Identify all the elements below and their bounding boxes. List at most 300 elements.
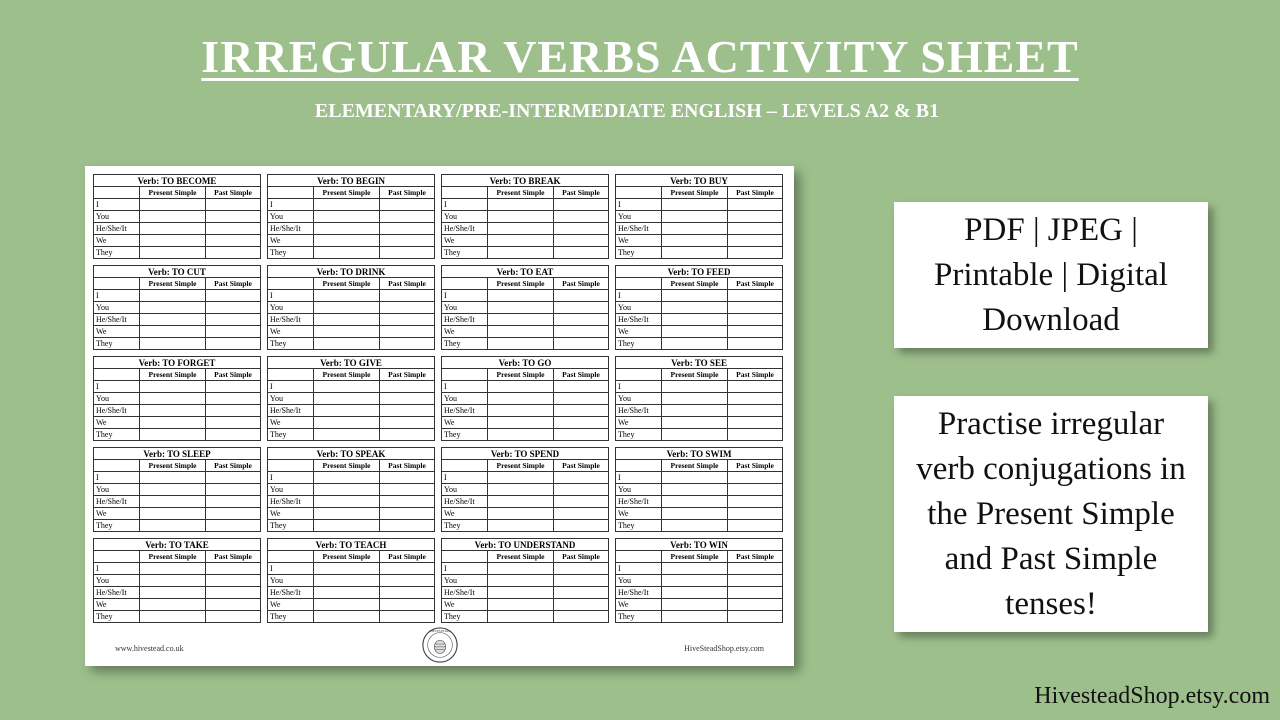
pronoun-cell: They <box>94 611 140 623</box>
past-answer-cell[interactable] <box>206 599 261 611</box>
past-answer-cell[interactable] <box>206 417 261 429</box>
present-answer-cell[interactable] <box>140 587 206 599</box>
present-answer-cell[interactable] <box>140 484 206 496</box>
column-header-past: Past Simple <box>380 278 435 290</box>
present-answer-cell[interactable] <box>488 393 554 405</box>
column-header-present: Present Simple <box>314 460 380 472</box>
present-answer-cell[interactable] <box>662 247 728 259</box>
present-answer-cell[interactable] <box>140 326 206 338</box>
present-answer-cell[interactable] <box>140 211 206 223</box>
present-answer-cell[interactable] <box>140 314 206 326</box>
past-answer-cell[interactable] <box>554 508 609 520</box>
past-answer-cell[interactable] <box>554 381 609 393</box>
past-answer-cell[interactable] <box>206 381 261 393</box>
past-answer-cell[interactable] <box>206 199 261 211</box>
present-answer-cell[interactable] <box>488 417 554 429</box>
present-answer-cell[interactable] <box>662 472 728 484</box>
pronoun-cell: You <box>94 484 140 496</box>
past-answer-cell[interactable] <box>554 599 609 611</box>
past-answer-cell[interactable] <box>380 235 435 247</box>
past-answer-cell[interactable] <box>380 381 435 393</box>
past-answer-cell[interactable] <box>728 302 783 314</box>
present-answer-cell[interactable] <box>488 211 554 223</box>
past-answer-cell[interactable] <box>206 211 261 223</box>
past-answer-cell[interactable] <box>554 326 609 338</box>
present-answer-cell[interactable] <box>662 496 728 508</box>
corner-cell <box>94 369 140 381</box>
verb-name: TO EAT <box>520 266 554 277</box>
past-answer-cell[interactable] <box>206 290 261 302</box>
past-answer-cell[interactable] <box>206 563 261 575</box>
past-answer-cell[interactable] <box>206 393 261 405</box>
present-answer-cell[interactable] <box>140 429 206 441</box>
present-answer-cell[interactable] <box>488 326 554 338</box>
past-answer-cell[interactable] <box>728 472 783 484</box>
verb-heading <box>94 357 261 369</box>
pronoun-cell: We <box>442 599 488 611</box>
past-answer-cell[interactable] <box>554 405 609 417</box>
present-answer-cell[interactable] <box>314 326 380 338</box>
column-header-present: Present Simple <box>488 551 554 563</box>
present-answer-cell[interactable] <box>140 496 206 508</box>
present-answer-cell[interactable] <box>662 314 728 326</box>
present-answer-cell[interactable] <box>662 611 728 623</box>
present-answer-cell[interactable] <box>140 575 206 587</box>
past-answer-cell[interactable] <box>728 417 783 429</box>
present-answer-cell[interactable] <box>488 508 554 520</box>
past-answer-cell[interactable] <box>554 290 609 302</box>
past-answer-cell[interactable] <box>380 472 435 484</box>
past-answer-cell[interactable] <box>380 429 435 441</box>
present-answer-cell[interactable] <box>662 417 728 429</box>
past-answer-cell[interactable] <box>206 405 261 417</box>
past-answer-cell[interactable] <box>380 484 435 496</box>
verb-prefix: Verb: <box>489 175 514 186</box>
past-answer-cell[interactable] <box>380 520 435 532</box>
present-answer-cell[interactable] <box>140 290 206 302</box>
past-answer-cell[interactable] <box>380 314 435 326</box>
corner-cell <box>268 187 314 199</box>
present-answer-cell[interactable] <box>314 235 380 247</box>
verb-name: TO GIVE <box>343 357 382 368</box>
past-answer-cell[interactable] <box>728 405 783 417</box>
present-answer-cell[interactable] <box>314 429 380 441</box>
past-answer-cell[interactable] <box>554 429 609 441</box>
present-answer-cell[interactable] <box>662 587 728 599</box>
present-answer-cell[interactable] <box>140 508 206 520</box>
present-answer-cell[interactable] <box>488 587 554 599</box>
pronoun-cell: He/She/It <box>268 314 314 326</box>
present-answer-cell[interactable] <box>662 405 728 417</box>
past-answer-cell[interactable] <box>728 611 783 623</box>
past-answer-cell[interactable] <box>206 429 261 441</box>
verb-table <box>267 356 435 441</box>
past-answer-cell[interactable] <box>380 338 435 350</box>
past-answer-cell[interactable] <box>728 484 783 496</box>
present-answer-cell[interactable] <box>140 235 206 247</box>
past-answer-cell[interactable] <box>380 326 435 338</box>
activity-sheet-preview <box>85 166 794 666</box>
column-header-past: Past Simple <box>728 551 783 563</box>
past-answer-cell[interactable] <box>728 290 783 302</box>
present-answer-cell[interactable] <box>662 326 728 338</box>
past-answer-cell[interactable] <box>554 575 609 587</box>
past-answer-cell[interactable] <box>554 223 609 235</box>
present-answer-cell[interactable] <box>314 393 380 405</box>
shop-url[interactable]: HivesteadShop.etsy.com <box>1034 683 1270 709</box>
column-header-present: Present Simple <box>662 278 728 290</box>
verb-heading <box>268 539 435 551</box>
present-answer-cell[interactable] <box>314 472 380 484</box>
past-answer-cell[interactable] <box>206 575 261 587</box>
present-answer-cell[interactable] <box>488 381 554 393</box>
present-answer-cell[interactable] <box>488 429 554 441</box>
present-answer-cell[interactable] <box>140 247 206 259</box>
past-answer-cell[interactable] <box>554 611 609 623</box>
past-answer-cell[interactable] <box>728 599 783 611</box>
past-answer-cell[interactable] <box>728 429 783 441</box>
present-answer-cell[interactable] <box>314 223 380 235</box>
pronoun-cell: You <box>268 302 314 314</box>
present-answer-cell[interactable] <box>140 611 206 623</box>
present-answer-cell[interactable] <box>140 417 206 429</box>
past-answer-cell[interactable] <box>554 235 609 247</box>
corner-cell <box>442 369 488 381</box>
past-answer-cell[interactable] <box>554 247 609 259</box>
past-answer-cell[interactable] <box>728 314 783 326</box>
past-answer-cell[interactable] <box>380 302 435 314</box>
past-answer-cell[interactable] <box>206 508 261 520</box>
verb-heading <box>616 448 783 460</box>
pronoun-cell: He/She/It <box>268 405 314 417</box>
pronoun-cell: You <box>616 302 662 314</box>
verb-prefix: Verb: <box>498 357 523 368</box>
present-answer-cell[interactable] <box>662 302 728 314</box>
column-header-present: Present Simple <box>314 187 380 199</box>
past-answer-cell[interactable] <box>380 211 435 223</box>
present-answer-cell[interactable] <box>314 484 380 496</box>
present-answer-cell[interactable] <box>488 563 554 575</box>
present-answer-cell[interactable] <box>488 496 554 508</box>
past-answer-cell[interactable] <box>728 247 783 259</box>
past-answer-cell[interactable] <box>380 611 435 623</box>
past-answer-cell[interactable] <box>206 611 261 623</box>
present-answer-cell[interactable] <box>314 199 380 211</box>
pronoun-cell: I <box>616 381 662 393</box>
past-answer-cell[interactable] <box>206 247 261 259</box>
present-answer-cell[interactable] <box>662 599 728 611</box>
present-answer-cell[interactable] <box>140 599 206 611</box>
verb-prefix: Verb: <box>320 357 344 368</box>
corner-cell <box>268 460 314 472</box>
present-answer-cell[interactable] <box>314 302 380 314</box>
present-answer-cell[interactable] <box>488 223 554 235</box>
pronoun-cell: We <box>268 235 314 247</box>
present-answer-cell[interactable] <box>314 211 380 223</box>
pronoun-cell: He/She/It <box>94 587 140 599</box>
verb-heading <box>268 448 435 460</box>
present-answer-cell[interactable] <box>488 405 554 417</box>
present-answer-cell[interactable] <box>140 393 206 405</box>
pronoun-cell: I <box>268 472 314 484</box>
past-answer-cell[interactable] <box>554 587 609 599</box>
pronoun-cell: You <box>268 393 314 405</box>
present-answer-cell[interactable] <box>662 520 728 532</box>
past-answer-cell[interactable] <box>380 199 435 211</box>
present-answer-cell[interactable] <box>314 405 380 417</box>
present-answer-cell[interactable] <box>662 290 728 302</box>
present-answer-cell[interactable] <box>314 314 380 326</box>
present-answer-cell[interactable] <box>488 520 554 532</box>
present-answer-cell[interactable] <box>488 611 554 623</box>
past-answer-cell[interactable] <box>380 405 435 417</box>
past-answer-cell[interactable] <box>554 211 609 223</box>
present-answer-cell[interactable] <box>314 290 380 302</box>
past-answer-cell[interactable] <box>728 393 783 405</box>
past-answer-cell[interactable] <box>380 575 435 587</box>
past-answer-cell[interactable] <box>554 484 609 496</box>
past-answer-cell[interactable] <box>728 235 783 247</box>
past-answer-cell[interactable] <box>728 338 783 350</box>
corner-cell <box>442 278 488 290</box>
past-answer-cell[interactable] <box>380 508 435 520</box>
present-answer-cell[interactable] <box>662 484 728 496</box>
past-answer-cell[interactable] <box>728 587 783 599</box>
present-answer-cell[interactable] <box>140 199 206 211</box>
past-answer-cell[interactable] <box>554 302 609 314</box>
verb-name: TO CUT <box>171 266 206 277</box>
column-header-past: Past Simple <box>380 460 435 472</box>
present-answer-cell[interactable] <box>488 338 554 350</box>
past-answer-cell[interactable] <box>206 314 261 326</box>
verb-name: TO DRINK <box>340 266 386 277</box>
verb-prefix: Verb: <box>317 175 341 186</box>
past-answer-cell[interactable] <box>206 587 261 599</box>
present-answer-cell[interactable] <box>314 247 380 259</box>
past-answer-cell[interactable] <box>380 496 435 508</box>
past-answer-cell[interactable] <box>380 223 435 235</box>
verb-heading <box>94 448 261 460</box>
past-answer-cell[interactable] <box>380 393 435 405</box>
past-answer-cell[interactable] <box>554 496 609 508</box>
present-answer-cell[interactable] <box>662 508 728 520</box>
pronoun-cell: We <box>94 326 140 338</box>
pronoun-cell: I <box>442 381 488 393</box>
past-answer-cell[interactable] <box>554 417 609 429</box>
verb-prefix: Verb: <box>148 266 172 277</box>
column-header-past: Past Simple <box>206 369 261 381</box>
column-header-present: Present Simple <box>314 278 380 290</box>
past-answer-cell[interactable] <box>554 393 609 405</box>
pronoun-cell: They <box>442 338 488 350</box>
verb-heading <box>268 266 435 278</box>
pronoun-cell: They <box>268 247 314 259</box>
past-answer-cell[interactable] <box>728 381 783 393</box>
present-answer-cell[interactable] <box>662 393 728 405</box>
pronoun-cell: I <box>616 472 662 484</box>
verb-name: TO GO <box>522 357 552 368</box>
present-answer-cell[interactable] <box>488 247 554 259</box>
past-answer-cell[interactable] <box>728 575 783 587</box>
verb-name: TO TEACH <box>339 539 387 550</box>
verb-name: TO SPEND <box>514 448 560 459</box>
past-answer-cell[interactable] <box>206 496 261 508</box>
present-answer-cell[interactable] <box>314 417 380 429</box>
present-answer-cell[interactable] <box>314 508 380 520</box>
present-answer-cell[interactable] <box>662 223 728 235</box>
present-answer-cell[interactable] <box>488 599 554 611</box>
present-answer-cell[interactable] <box>314 575 380 587</box>
past-answer-cell[interactable] <box>728 326 783 338</box>
past-answer-cell[interactable] <box>554 563 609 575</box>
past-answer-cell[interactable] <box>380 563 435 575</box>
verb-heading <box>94 175 261 187</box>
present-answer-cell[interactable] <box>662 381 728 393</box>
past-answer-cell[interactable] <box>206 235 261 247</box>
present-answer-cell[interactable] <box>140 338 206 350</box>
sheet-footer-website: www.hivestead.co.uk <box>115 644 184 653</box>
pronoun-cell: He/She/It <box>268 496 314 508</box>
column-header-present: Present Simple <box>140 460 206 472</box>
present-answer-cell[interactable] <box>314 587 380 599</box>
pronoun-cell: I <box>616 199 662 211</box>
present-answer-cell[interactable] <box>140 223 206 235</box>
pronoun-cell: They <box>442 520 488 532</box>
column-header-present: Present Simple <box>662 460 728 472</box>
corner-cell <box>616 460 662 472</box>
present-answer-cell[interactable] <box>488 575 554 587</box>
verb-table <box>267 538 435 623</box>
pronoun-cell: They <box>268 611 314 623</box>
present-answer-cell[interactable] <box>140 381 206 393</box>
present-answer-cell[interactable] <box>314 338 380 350</box>
present-answer-cell[interactable] <box>140 302 206 314</box>
verb-table <box>93 356 261 441</box>
past-answer-cell[interactable] <box>728 199 783 211</box>
present-answer-cell[interactable] <box>488 314 554 326</box>
corner-cell <box>268 278 314 290</box>
pronoun-cell: He/She/It <box>94 223 140 235</box>
verb-prefix: Verb: <box>474 539 499 550</box>
past-answer-cell[interactable] <box>206 520 261 532</box>
corner-cell <box>268 369 314 381</box>
column-header-past: Past Simple <box>206 278 261 290</box>
present-answer-cell[interactable] <box>314 611 380 623</box>
present-answer-cell[interactable] <box>314 599 380 611</box>
past-answer-cell[interactable] <box>728 496 783 508</box>
present-answer-cell[interactable] <box>314 563 380 575</box>
verb-table <box>93 447 261 532</box>
present-answer-cell[interactable] <box>662 199 728 211</box>
pronoun-cell: You <box>616 211 662 223</box>
past-answer-cell[interactable] <box>554 314 609 326</box>
present-answer-cell[interactable] <box>488 484 554 496</box>
past-answer-cell[interactable] <box>206 472 261 484</box>
present-answer-cell[interactable] <box>314 520 380 532</box>
past-answer-cell[interactable] <box>380 247 435 259</box>
past-answer-cell[interactable] <box>728 211 783 223</box>
pronoun-cell: You <box>94 393 140 405</box>
past-answer-cell[interactable] <box>380 599 435 611</box>
pronoun-cell: We <box>268 508 314 520</box>
past-answer-cell[interactable] <box>554 199 609 211</box>
pronoun-cell: You <box>94 575 140 587</box>
pronoun-cell: You <box>442 575 488 587</box>
past-answer-cell[interactable] <box>206 326 261 338</box>
pronoun-cell: We <box>268 417 314 429</box>
verb-table <box>267 174 435 259</box>
present-answer-cell[interactable] <box>140 472 206 484</box>
present-answer-cell[interactable] <box>662 211 728 223</box>
past-answer-cell[interactable] <box>206 338 261 350</box>
past-answer-cell[interactable] <box>206 484 261 496</box>
pronoun-cell: I <box>94 290 140 302</box>
present-answer-cell[interactable] <box>140 563 206 575</box>
present-answer-cell[interactable] <box>662 235 728 247</box>
verb-heading <box>94 539 261 551</box>
pronoun-cell: You <box>616 393 662 405</box>
past-answer-cell[interactable] <box>206 223 261 235</box>
verb-heading <box>268 175 435 187</box>
verb-prefix: Verb: <box>316 448 341 459</box>
present-answer-cell[interactable] <box>662 575 728 587</box>
present-answer-cell[interactable] <box>488 235 554 247</box>
past-answer-cell[interactable] <box>728 508 783 520</box>
verb-table <box>441 447 609 532</box>
present-answer-cell[interactable] <box>314 381 380 393</box>
verb-table <box>93 538 261 623</box>
present-answer-cell[interactable] <box>140 520 206 532</box>
verb-table-grid <box>93 174 785 629</box>
present-answer-cell[interactable] <box>488 290 554 302</box>
verb-prefix: Verb: <box>143 448 168 459</box>
pronoun-cell: They <box>616 247 662 259</box>
pronoun-cell: He/She/It <box>94 496 140 508</box>
present-answer-cell[interactable] <box>140 405 206 417</box>
past-answer-cell[interactable] <box>554 338 609 350</box>
past-answer-cell[interactable] <box>380 587 435 599</box>
past-answer-cell[interactable] <box>380 290 435 302</box>
past-answer-cell[interactable] <box>380 417 435 429</box>
corner-cell <box>616 187 662 199</box>
past-answer-cell[interactable] <box>728 223 783 235</box>
present-answer-cell[interactable] <box>488 472 554 484</box>
past-answer-cell[interactable] <box>206 302 261 314</box>
pronoun-cell: He/She/It <box>616 496 662 508</box>
pronoun-cell: He/She/It <box>94 314 140 326</box>
pronoun-cell: We <box>442 235 488 247</box>
present-answer-cell[interactable] <box>662 338 728 350</box>
column-header-present: Present Simple <box>140 369 206 381</box>
pronoun-cell: I <box>442 563 488 575</box>
pronoun-cell: They <box>268 338 314 350</box>
page-title: IRREGULAR VERBS ACTIVITY SHEET <box>201 31 1079 82</box>
past-answer-cell[interactable] <box>554 472 609 484</box>
column-header-past: Past Simple <box>380 551 435 563</box>
present-answer-cell[interactable] <box>488 302 554 314</box>
present-answer-cell[interactable] <box>662 563 728 575</box>
verb-heading <box>94 266 261 278</box>
present-answer-cell[interactable] <box>662 429 728 441</box>
pronoun-cell: He/She/It <box>268 223 314 235</box>
past-answer-cell[interactable] <box>728 520 783 532</box>
present-answer-cell[interactable] <box>314 496 380 508</box>
past-answer-cell[interactable] <box>728 563 783 575</box>
column-header-past: Past Simple <box>380 369 435 381</box>
column-header-past: Past Simple <box>728 369 783 381</box>
past-answer-cell[interactable] <box>554 520 609 532</box>
present-answer-cell[interactable] <box>488 199 554 211</box>
